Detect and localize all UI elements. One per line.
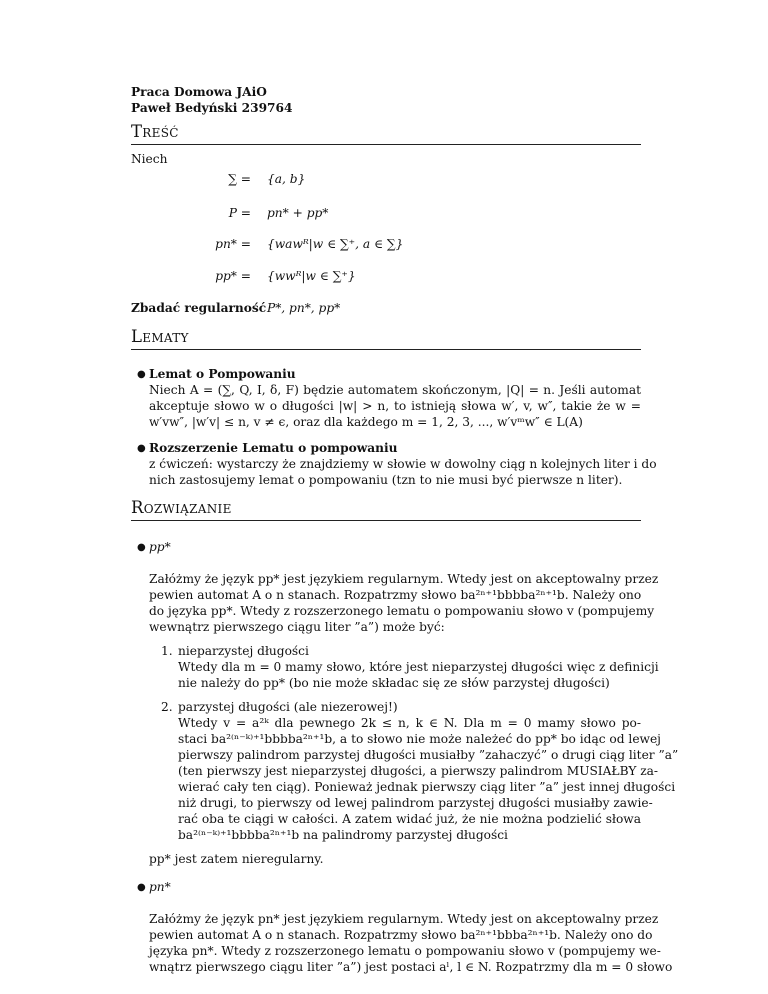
case-line: parzystej długości (ale niezerowej!) bbox=[178, 700, 398, 714]
eq-lhs: Zbadać regularność bbox=[131, 301, 267, 315]
case-line: wierać cały ten ciąg). Ponieważ jednak pierwszy ciąg liter ”a” jest innej długości bbox=[178, 780, 676, 794]
case-number: 1. bbox=[161, 644, 173, 658]
eq-rhs: pn* + pp* bbox=[267, 206, 329, 220]
solution-label: pn* bbox=[149, 880, 171, 894]
eq-rhs: P*, pn*, pp* bbox=[267, 301, 341, 315]
lemma-line: z ćwiczeń: wystarczy że znajdziemy w słowie w dowolny ciąg n kolejnych liter i do bbox=[149, 457, 657, 471]
eq-rhs: {wwᴿ|w ∈ ∑⁺} bbox=[267, 269, 356, 283]
eq-lhs: P = bbox=[228, 206, 251, 220]
case-line: Wtedy v = a²ᵏ dla pewnego 2k ≤ n, k ∈ N. Dla m = 0 mamy słowo po- bbox=[178, 716, 641, 730]
lemma-line: nich zastosujemy lemat o pompowaniu (tzn to nie musi być pierwsze n liter). bbox=[149, 473, 623, 487]
case-line: niż drugi, to pierwszy od lewej palindrom parzystej długości musiałby zawie- bbox=[178, 796, 653, 810]
eq-lhs: pp* = bbox=[215, 269, 251, 283]
lemma-title: Rozszerzenie Lematu o pompowaniu bbox=[149, 441, 398, 455]
case-line: staci ba²⁽ⁿ⁻ᵏ⁾⁺¹bbbba²ⁿ⁺¹b, a to słowo nie może należeć do pp* bo idąc od lewej bbox=[178, 732, 661, 746]
bullet-icon: ● bbox=[137, 542, 146, 553]
lemma-line: w′vw″, |w′v| ≤ n, v ≠ ϵ, oraz dla każdego m = 1, 2, 3, ..., w′vᵐw″ ∈ L(A) bbox=[149, 415, 583, 429]
section-heading-tresc: Treść bbox=[131, 123, 641, 145]
author-line: Paweł Bedyński 239764 bbox=[131, 101, 293, 115]
conclusion-text: pp* jest zatem nieregularny. bbox=[149, 852, 324, 866]
section-heading-lematy: Lematy bbox=[131, 328, 641, 350]
paragraph-line: Załóżmy że język pn* jest językiem regularnym. Wtedy jest on akceptowalny przez bbox=[149, 912, 659, 926]
eq-rhs: {a, b} bbox=[267, 172, 306, 186]
lemma-line: Niech A = (∑, Q, I, δ, F) będzie automatem skończonym, |Q| = n. Jeśli automat bbox=[149, 383, 641, 397]
case-line: ba²⁽ⁿ⁻ᵏ⁾⁺¹bbbba²ⁿ⁺¹b na palindromy parzystej długości bbox=[178, 828, 508, 842]
paragraph-line: wewnątrz pierwszego ciągu liter ”a”) może być: bbox=[149, 620, 445, 634]
intro-text: Niech bbox=[131, 152, 168, 166]
paragraph-line: pewien automat A o n stanach. Rozpatrzmy słowo ba²ⁿ⁺¹bbba²ⁿ⁺¹b. Należy ono do bbox=[149, 928, 653, 942]
paragraph-line: wnątrz pierwszego ciągu liter ”a”) jest postaci aˡ, l ∈ N. Rozpatrzmy dla m = 0 słowo bbox=[149, 960, 673, 974]
lemma-title: Lemat o Pompowaniu bbox=[149, 367, 296, 381]
paragraph-line: do języka pp*. Wtedy z rozszerzonego lematu o pompowaniu słowo v (pompujemy bbox=[149, 604, 655, 618]
case-line: nie należy do pp* (bo nie może składac się ze słów parzystej długości) bbox=[178, 676, 610, 690]
eq-lhs: ∑ = bbox=[228, 172, 251, 186]
document-title: Praca Domowa JAiO bbox=[131, 85, 267, 99]
eq-rhs: {wawᴿ|w ∈ ∑⁺, a ∈ ∑} bbox=[267, 237, 404, 251]
case-line: Wtedy dla m = 0 mamy słowo, które jest nieparzystej długości więc z definicji bbox=[178, 660, 659, 674]
solution-label: pp* bbox=[149, 540, 171, 554]
section-heading-rozwiazanie: Rozwiązanie bbox=[131, 499, 641, 521]
paragraph-line: pewien automat A o n stanach. Rozpatrzmy słowo ba²ⁿ⁺¹bbbba²ⁿ⁺¹b. Należy ono bbox=[149, 588, 642, 602]
bullet-icon: ● bbox=[137, 369, 146, 380]
eq-lhs: pn* = bbox=[215, 237, 251, 251]
case-line: pierwszy palindrom parzystej długości musiałby ”zahaczyć” o drugi ciąg liter ”a” bbox=[178, 748, 679, 762]
paragraph-line: języka pn*. Wtedy z rozszerzonego lematu o pompowaniu słowo v (pompujemy we- bbox=[149, 944, 661, 958]
lemma-line: akceptuje słowo w o długości |w| > n, to istnieją słowa w′, v, w″, takie że w = bbox=[149, 399, 641, 413]
document-header bbox=[131, 84, 293, 116]
paragraph-line: Załóżmy że język pp* jest językiem regularnym. Wtedy jest on akceptowalny przez bbox=[149, 572, 659, 586]
bullet-icon: ● bbox=[137, 882, 146, 893]
case-line: rać oba te ciągi w całości. A zatem widać już, że nie można podzielić słowa bbox=[178, 812, 641, 826]
case-number: 2. bbox=[161, 700, 173, 714]
case-line: nieparzystej długości bbox=[178, 644, 309, 658]
case-line: (ten pierwszy jest nieparzystej długości, a pierwszy palindrom MUSIAŁBY za- bbox=[178, 764, 659, 778]
bullet-icon: ● bbox=[137, 443, 146, 454]
